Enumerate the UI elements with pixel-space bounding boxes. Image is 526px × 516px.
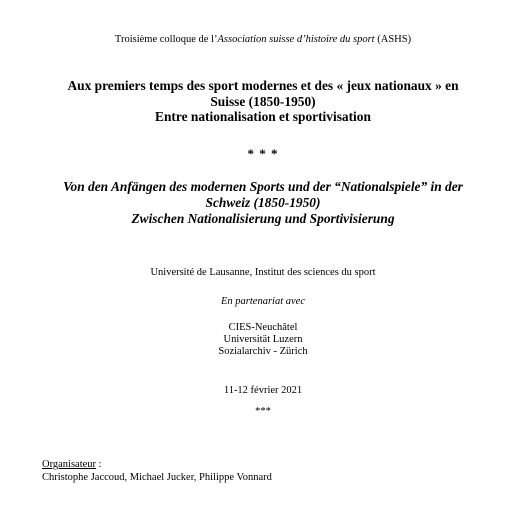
partner-item: Sozialarchiv - Zürich [218, 346, 308, 357]
organisers-heading [42, 458, 512, 471]
partner-item: Universität Luzern [223, 334, 303, 345]
german-title-line-3: Zwischen Nationalisierung und Sportivisierung [131, 211, 395, 226]
section-separator: * * * [247, 146, 279, 161]
organisers-names: Christophe Jaccoud, Michael Jucker, Philippe Vonnard [42, 472, 272, 483]
german-title-line-2: Schweiz (1850-1950) [205, 195, 321, 210]
small-separator: *** [255, 406, 271, 417]
event-dates: 11-12 février 2021 [223, 385, 303, 396]
header-suffix: (ASHS) [374, 34, 412, 45]
partnership-intro: En partenariat avec [221, 296, 305, 307]
organisers-label: Organisateur [42, 459, 97, 470]
organisers-colon: : [96, 459, 102, 470]
partner-item: CIES-Neuchâtel [228, 322, 298, 333]
french-title-line-2: Suisse (1850-1950) [210, 93, 316, 109]
header-prefix: Troisième colloque de l’ [114, 34, 218, 45]
german-title [0, 179, 526, 227]
german-title-line-1: Von den Anfängen des modernen Sports und der “Nationalspiele” in der [63, 179, 463, 194]
partner-list [0, 322, 526, 358]
association-name: Association suisse d’histoire du sport [217, 34, 375, 45]
french-title [0, 78, 526, 125]
colloquium-header [0, 33, 526, 46]
host-institution: Université de Lausanne, Institut des sciences du sport [150, 267, 376, 278]
organisers-block [42, 458, 512, 484]
french-title-line-3: Entre nationalisation et sportivisation [155, 109, 371, 124]
french-title-line-1: Aux premiers temps des sport modernes et des « jeux nationaux » en [67, 78, 459, 93]
